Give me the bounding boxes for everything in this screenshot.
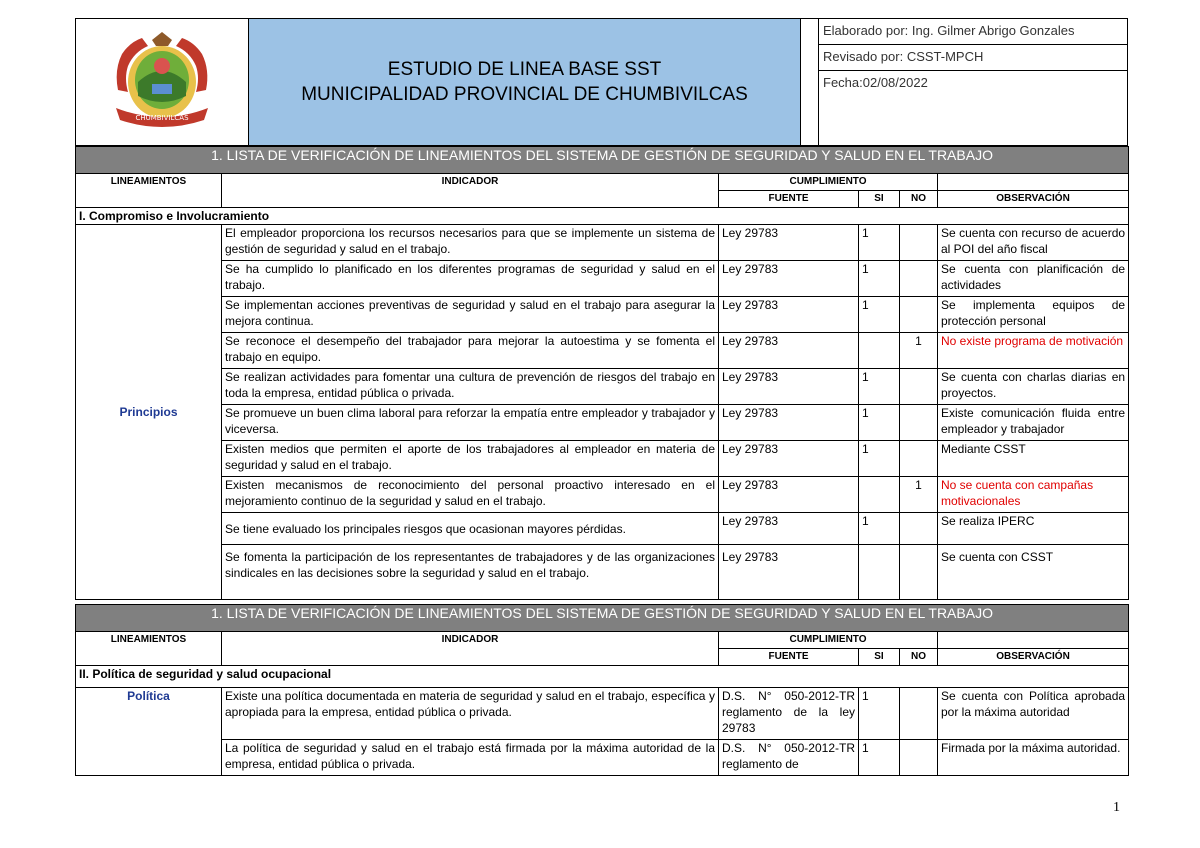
- municipal-logo-icon: [108, 30, 216, 134]
- section-heading-row: [76, 666, 1129, 688]
- col-observacion: OBSERVACIÓN: [938, 649, 1129, 666]
- table-row: [76, 333, 1129, 369]
- indicador-cell: Se reconoce el desempeño del trabajador para mejorar la autoestima y se fomenta el trabajo en equipo.: [222, 333, 719, 369]
- si-cell: [859, 333, 900, 369]
- observacion-cell: Firmada por la máxima autoridad.: [938, 740, 1129, 776]
- section-banner: [76, 605, 1129, 632]
- section-heading-row: [76, 208, 1129, 225]
- observacion-cell: Existe comunicación fluida entre empleador y trabajador: [938, 405, 1129, 441]
- no-cell: [900, 740, 938, 776]
- indicador-cell: El empleador proporciona los recursos necesarios para que se implemente un sistema de gestión de seguridad y salud en el trabajo.: [222, 225, 719, 261]
- indicador-cell: Existen mecanismos de reconocimiento del personal proactivo interesado en el mejoramiento continuo de la seguridad y salud en el trabajo.: [222, 477, 719, 513]
- fuente-cell: Ley 29783: [719, 297, 859, 333]
- observacion-cell: Se cuenta con CSST: [938, 545, 1129, 600]
- no-cell: [900, 225, 938, 261]
- observacion-cell: Se cuenta con charlas diarias en proyectos.: [938, 369, 1129, 405]
- no-cell: [900, 261, 938, 297]
- page-number: 1: [1113, 800, 1120, 815]
- fuente-cell: Ley 29783: [719, 545, 859, 600]
- no-cell: [900, 513, 938, 545]
- indicador-cell: Se promueve un buen clima laboral para reforzar la empatía entre empleador y trabajador y viceversa.: [222, 405, 719, 441]
- fuente-cell: Ley 29783: [719, 225, 859, 261]
- observacion-cell: Se realiza IPERC: [938, 513, 1129, 545]
- observacion-cell: No se cuenta con campañas motivacionales: [938, 477, 1129, 513]
- si-cell: 1: [859, 297, 900, 333]
- col-observacion: OBSERVACIÓN: [938, 191, 1129, 208]
- col-lineamientos: LINEAMIENTOS: [76, 174, 222, 208]
- fuente-cell: Ley 29783: [719, 513, 859, 545]
- fecha: Fecha:02/08/2022: [823, 75, 928, 90]
- fuente-cell: Ley 29783: [719, 261, 859, 297]
- col-fuente: FUENTE: [719, 191, 859, 208]
- fuente-cell: Ley 29783: [719, 369, 859, 405]
- no-cell: [900, 297, 938, 333]
- no-cell: [900, 688, 938, 740]
- indicador-cell: Se fomenta la participación de los representantes de trabajadores y de las organizaciones sindicales en las decisiones sobre la seguridad y salud en el trabajo.: [222, 545, 719, 600]
- table-row: [76, 545, 1129, 600]
- si-cell: [859, 477, 900, 513]
- si-cell: 1: [859, 688, 900, 740]
- spacer-cell: [801, 19, 819, 145]
- no-cell: 1: [900, 477, 938, 513]
- table-row: [76, 688, 1129, 740]
- si-cell: 1: [859, 369, 900, 405]
- section-banner-text: 1. LISTA DE VERIFICACIÓN DE LINEAMIENTOS DEL SISTEMA DE GESTIÓN DE SEGURIDAD Y SALUD EN EL TRABAJO: [76, 605, 1129, 632]
- table-row: [76, 405, 1129, 441]
- checklist-table-2: [75, 604, 1129, 776]
- col-lineamientos: LINEAMIENTOS: [76, 632, 222, 666]
- section-banner: [76, 147, 1129, 174]
- col-cumplimiento: CUMPLIMIENTO: [719, 174, 938, 191]
- col-si: SI: [859, 649, 900, 666]
- checklist-table-1: [75, 146, 1129, 600]
- col-no: NO: [900, 191, 938, 208]
- indicador-cell: Se ha cumplido lo planificado en los diferentes programas de seguridad y salud en el trabajo.: [222, 261, 719, 297]
- observacion-cell: Se cuenta con planificación de actividades: [938, 261, 1129, 297]
- indicador-cell: Existen medios que permiten el aporte de los trabajadores al empleador en materia de seguridad y salud en el trabajo.: [222, 441, 719, 477]
- document-title-line2: MUNICIPALIDAD PROVINCIAL DE CHUMBIVILCAS: [301, 84, 748, 105]
- lineamiento-cell: Política: [76, 688, 222, 776]
- col-indicador: INDICADOR: [222, 632, 719, 666]
- indicador-cell: Se implementan acciones preventivas de seguridad y salud en el trabajo para asegurar la mejora continua.: [222, 297, 719, 333]
- meta-cell: [819, 19, 1127, 145]
- col-blank: [938, 174, 1129, 191]
- lineamiento-cell: Principios: [76, 225, 222, 600]
- table-row: [76, 261, 1129, 297]
- table-row: [76, 477, 1129, 513]
- indicador-cell: Se realizan actividades para fomentar una cultura de prevención de riesgos del trabajo en toda la empresa, entidad pública o privada.: [222, 369, 719, 405]
- col-no: NO: [900, 649, 938, 666]
- col-si: SI: [859, 191, 900, 208]
- col-fuente: FUENTE: [719, 649, 859, 666]
- logo-cell: [76, 19, 249, 145]
- no-cell: [900, 369, 938, 405]
- observacion-cell: Se implementa equipos de protección personal: [938, 297, 1129, 333]
- no-cell: [900, 545, 938, 600]
- document-header: [75, 18, 1128, 146]
- table-row: [76, 740, 1129, 776]
- fuente-cell: Ley 29783: [719, 405, 859, 441]
- fuente-cell: Ley 29783: [719, 333, 859, 369]
- si-cell: 1: [859, 225, 900, 261]
- fuente-cell: D.S. N° 050-2012-TR reglamento de: [719, 740, 859, 776]
- logo-text: CHUMBIVILCAS: [135, 114, 189, 122]
- observacion-cell: Mediante CSST: [938, 441, 1129, 477]
- si-cell: 1: [859, 513, 900, 545]
- indicador-cell: Se tiene evaluado los principales riesgos que ocasionan mayores pérdidas.: [222, 513, 719, 545]
- column-header-row: [76, 174, 1129, 191]
- si-cell: 1: [859, 441, 900, 477]
- fuente-cell: D.S. N° 050-2012-TR reglamento de la ley 29783: [719, 688, 859, 740]
- no-cell: [900, 405, 938, 441]
- elaborado-por: Elaborado por: Ing. Gilmer Abrigo Gonzales: [819, 19, 1127, 45]
- observacion-cell: Se cuenta con recurso de acuerdo al POI del año fiscal: [938, 225, 1129, 261]
- observacion-cell: No existe programa de motivación: [938, 333, 1129, 369]
- observacion-cell: Se cuenta con Política aprobada por la máxima autoridad: [938, 688, 1129, 740]
- table-row: [76, 225, 1129, 261]
- indicador-cell: La política de seguridad y salud en el trabajo está firmada por la máxima autoridad de la empresa, entidad pública o privada.: [222, 740, 719, 776]
- title-cell: [249, 19, 801, 145]
- si-cell: 1: [859, 261, 900, 297]
- no-cell: 1: [900, 333, 938, 369]
- indicador-cell: Existe una política documentada en materia de seguridad y salud en el trabajo, específica y apropiada para la empresa, entidad pública o privada.: [222, 688, 719, 740]
- fuente-cell: Ley 29783: [719, 441, 859, 477]
- no-cell: [900, 441, 938, 477]
- fuente-cell: Ley 29783: [719, 477, 859, 513]
- document-title-line1: ESTUDIO DE LINEA BASE SST: [387, 59, 662, 80]
- section-heading: I. Compromiso e Involucramiento: [76, 208, 1129, 225]
- section-heading: II. Política de seguridad y salud ocupacional: [76, 666, 1129, 688]
- column-header-row: [76, 632, 1129, 649]
- table-row: [76, 513, 1129, 545]
- col-indicador: INDICADOR: [222, 174, 719, 208]
- si-cell: 1: [859, 405, 900, 441]
- section-banner-text: 1. LISTA DE VERIFICACIÓN DE LINEAMIENTOS DEL SISTEMA DE GESTIÓN DE SEGURIDAD Y SALUD EN EL TRABAJO: [76, 147, 1129, 174]
- si-cell: 1: [859, 740, 900, 776]
- col-cumplimiento: CUMPLIMIENTO: [719, 632, 938, 649]
- col-blank: [938, 632, 1129, 649]
- table-row: [76, 297, 1129, 333]
- table-row: [76, 441, 1129, 477]
- si-cell: [859, 545, 900, 600]
- table-row: [76, 369, 1129, 405]
- revisado-por: Revisado por: CSST-MPCH: [819, 45, 1127, 71]
